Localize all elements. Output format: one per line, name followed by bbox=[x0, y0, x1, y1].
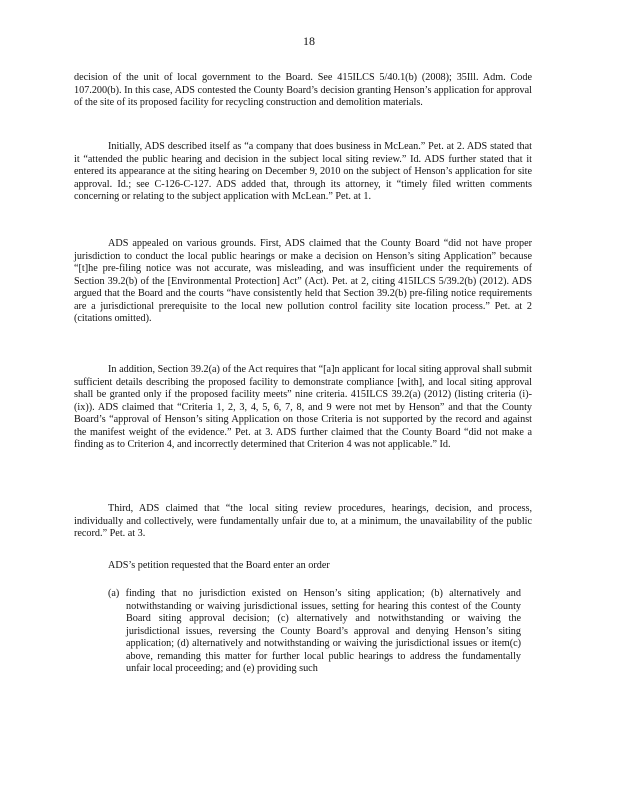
paragraph-5: Third, ADS claimed that “the local siting review procedures, hearings, decision, and process, individually and collectively, were fundamentally unfair due to, at a minimum, the unavailability of the public record.” Pet. at 3. bbox=[74, 503, 532, 539]
paragraph-6: ADS’s petition requested that the Board enter an order bbox=[108, 560, 330, 571]
paragraph-2: Initially, ADS described itself as “a company that does business in McLean.” Pet. at 2. ADS stated that it “attended the public hearing and decision in the subject local siting review.” Id. ADS further stated that it entered its appearance at the siting hearing on December 9, 2010 on the subject of Henson’s application for site approval. Id.; see C-126-C-127. ADS added that, through its attorney, it “timely filed written comments concerning or relating to the subject application with McLean.” Pet. at 1. bbox=[74, 141, 532, 202]
list-item-a: (a) finding that no jurisdiction existed on Henson’s siting application; (b) alternatively and notwithstanding or waiving jurisdictional issues, setting for hearing this contest of the County Board siting approval decision; (c) alternatively and notwithstanding or waiving the jurisdictional issues, reversing the County Board’s approval and denying Henson’s siting application; (d) alternatively and notwithstanding or waiving the jurisdictional issues or item(c) above, remanding this matter for further local public hearings to address the fundamentally unfair local proceeding; and (e) providing such bbox=[108, 588, 521, 674]
page-number: 18 bbox=[303, 34, 315, 48]
paragraph-1: decision of the unit of local government to the Board. See 415ILCS 5/40.1(b) (2008); 35Ill. Adm. Code 107.200(b). In this case, ADS contested the County Board’s decision granting Henson’s application for approval of the site of its proposed facility for recycling construction and demolition materials. bbox=[74, 72, 532, 108]
paragraph-4: In addition, Section 39.2(a) of the Act requires that “[a]n applicant for local siting approval shall submit sufficient details describing the proposed facility to demonstrate compliance [with], and local siting approval shall be granted only if the proposed facility meets” nine criteria. 415ILCS 39.2(a) (2012) (listing criteria (i)-(ix)). ADS claimed that “Criteria 1, 2, 3, 4, 5, 6, 7, 8, and 9 were not met by Henson” and that the County Board’s “approval of Henson’s siting Application on those Criteria is not supported by the record and against the manifest weight of the evidence.” Pet. at 3. ADS further claimed that the County Board “did not make a finding as to Criterion 4, and incorrectly determined that Criterion 4 was not applicable.” Id. bbox=[74, 364, 532, 450]
paragraph-3: ADS appealed on various grounds. First, ADS claimed that the County Board “did not have proper jurisdiction to conduct the local public hearings or make a decision on Henson’s siting Application” because “[t]he pre-filing notice was not accurate, was misleading, and was insufficient under the requirements of Section 39.2(b) of the [Environmental Protection] Act” (Act). Pet. at 2, citing 415ILCS 5/39.2(b) (2012). ADS argued that the Board and the courts “have consistently held that Section 39.2(b) pre-filing notice requirements are a jurisdictional prerequisite to the local new pollution control facility site location process.” Pet. at 2 (citations omitted). bbox=[74, 238, 532, 324]
